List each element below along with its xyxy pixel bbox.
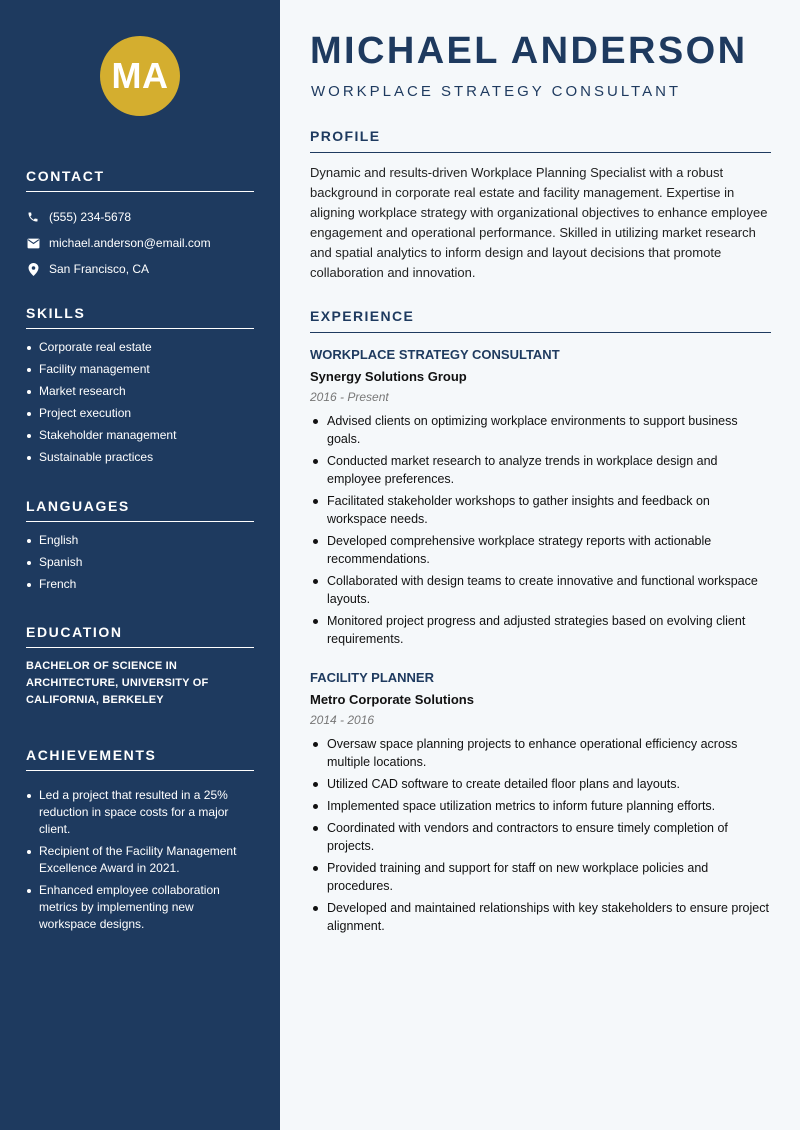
list-item: Project execution — [26, 405, 254, 422]
phone-icon — [26, 210, 40, 224]
main-content — [280, 0, 800, 1130]
list-item: Sustainable practices — [26, 449, 254, 466]
job-duties — [310, 412, 771, 648]
list-item: English — [26, 532, 254, 549]
achievements-heading: ACHIEVEMENTS — [26, 747, 254, 771]
experience-heading: EXPERIENCE — [310, 308, 771, 333]
contact-section — [26, 168, 254, 282]
skills-section — [26, 305, 254, 471]
education-section — [26, 624, 254, 709]
list-item: Oversaw space planning projects to enhance operational efficiency across multiple locations. — [310, 735, 771, 771]
email-text: michael.anderson@email.com — [49, 236, 211, 250]
list-item: Market research — [26, 383, 254, 400]
contact-heading: CONTACT — [26, 168, 254, 192]
experience-section — [310, 308, 771, 333]
achievements-section — [26, 747, 254, 938]
job-company: Metro Corporate Solutions — [310, 692, 474, 707]
list-item: Spanish — [26, 554, 254, 571]
list-item: Facility management — [26, 361, 254, 378]
list-item: Facilitated stakeholder workshops to gather insights and feedback on workspace needs. — [310, 492, 771, 528]
list-item: Stakeholder management — [26, 427, 254, 444]
job-title: WORKPLACE STRATEGY CONSULTANT — [310, 347, 560, 362]
phone-text: (555) 234-5678 — [49, 210, 132, 224]
profile-section — [310, 128, 771, 283]
job-dates: 2014 - 2016 — [310, 713, 375, 727]
list-item: Provided training and support for staff on new workplace policies and procedures. — [310, 859, 771, 895]
avatar: MA — [100, 36, 180, 116]
list-item: Corporate real estate — [26, 339, 254, 356]
list-item: Developed and maintained relationships with key stakeholders to ensure project alignment. — [310, 899, 771, 935]
education-degree: BACHELOR OF SCIENCE IN ARCHITECTURE, UNIVERSITY OF CALIFORNIA, BERKELEY — [26, 660, 209, 706]
achievements-list — [26, 787, 254, 933]
list-item: Collaborated with design teams to create innovative and functional workspace layouts. — [310, 572, 771, 608]
list-item: Led a project that resulted in a 25% reduction in space costs for a major client. — [26, 787, 254, 838]
list-item: Recipient of the Facility Management Excellence Award in 2021. — [26, 843, 254, 877]
job-entry — [310, 347, 771, 652]
job-title: FACILITY PLANNER — [310, 670, 434, 685]
contact-email — [26, 230, 254, 256]
languages-heading: LANGUAGES — [26, 498, 254, 522]
skills-heading: SKILLS — [26, 305, 254, 329]
contact-list — [26, 204, 254, 282]
list-item: French — [26, 576, 254, 593]
job-dates: 2016 - Present — [310, 390, 389, 404]
contact-phone — [26, 204, 254, 230]
location-text: San Francisco, CA — [49, 262, 150, 276]
list-item: Enhanced employee collaboration metrics by implementing new workspace designs. — [26, 882, 254, 933]
list-item: Implemented space utilization metrics to inform future planning efforts. — [310, 797, 771, 815]
map-pin-icon — [26, 262, 40, 276]
list-item: Conducted market research to analyze trends in workplace design and employee preferences. — [310, 452, 771, 488]
list-item: Advised clients on optimizing workplace environments to support business goals. — [310, 412, 771, 448]
list-item: Coordinated with vendors and contractors to ensure timely completion of projects. — [310, 819, 771, 855]
languages-section — [26, 498, 254, 598]
candidate-name: MICHAEL ANDERSON — [310, 30, 748, 72]
job-entry — [310, 670, 771, 939]
job-company: Synergy Solutions Group — [310, 369, 467, 384]
list-item: Developed comprehensive workplace strategy reports with actionable recommendations. — [310, 532, 771, 568]
contact-location — [26, 256, 254, 282]
profile-text: Dynamic and results-driven Workplace Planning Specialist with a robust background in corporate real estate and facility management. Expertise in aligning workplace strategy with organizational objectives to enhance employee engagement and operational performance. Skilled in utilizing market research and spatial analytics to inform design and layout decisions that promote collaboration and innovation. — [310, 165, 768, 280]
job-duties — [310, 735, 771, 935]
profile-heading: PROFILE — [310, 128, 771, 153]
education-heading: EDUCATION — [26, 624, 254, 648]
sidebar — [0, 0, 280, 1130]
list-item: Utilized CAD software to create detailed floor plans and layouts. — [310, 775, 771, 793]
envelope-icon — [26, 236, 40, 250]
list-item: Monitored project progress and adjusted strategies based on evolving client requirements. — [310, 612, 771, 648]
skills-list — [26, 339, 254, 466]
candidate-title: WORKPLACE STRATEGY CONSULTANT — [311, 83, 682, 100]
languages-list — [26, 532, 254, 593]
